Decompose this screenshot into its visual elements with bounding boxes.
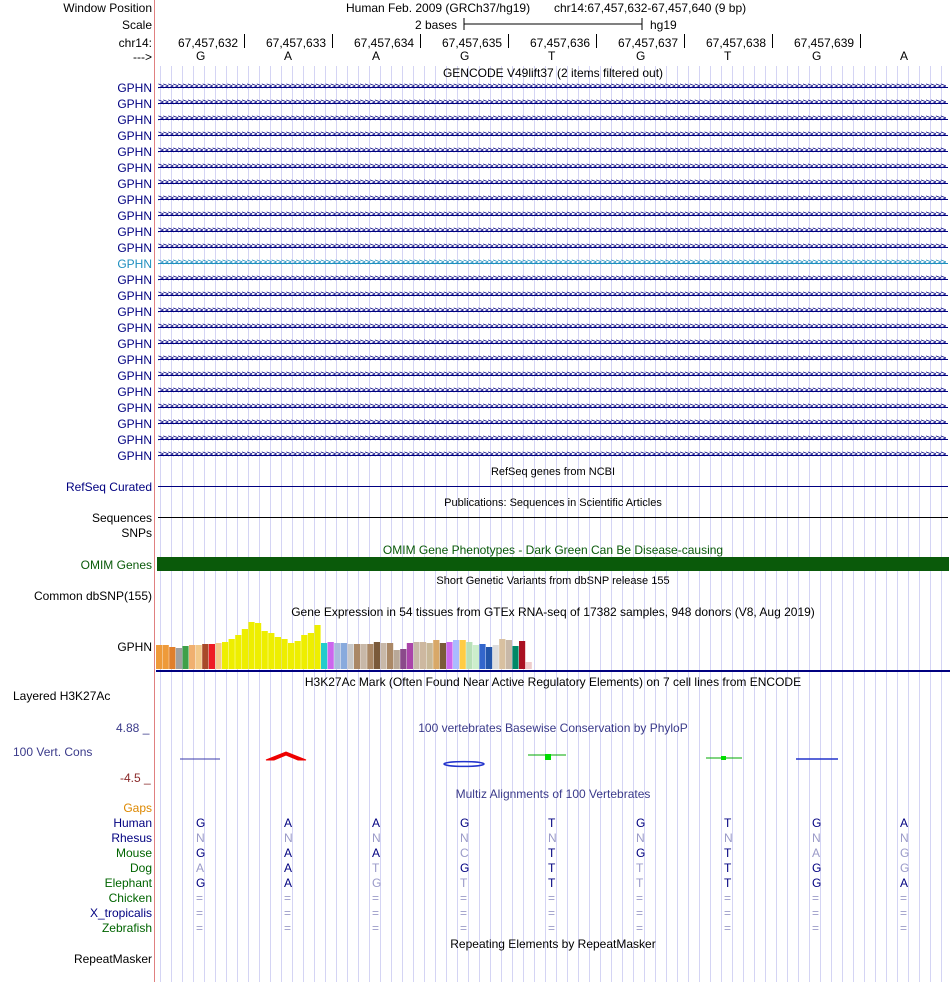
sequences-label[interactable]: Sequences (91, 511, 152, 525)
gtex-tissue-bar[interactable] (268, 633, 274, 669)
alignment-base: A (812, 846, 821, 860)
alignment-base: N (548, 831, 557, 845)
strand-arrows: >>>>>>>>>>>>>>>>>>>>>>>>>>>>>>>>>>>>>>>>>>>>>>>>>>>>>>>>>>>>>>>>>>>>>>>>>>>>>>>>>>>>>>>>>>>>>>>>>>>>>>>>>>>>>>>>>>>>>>>>>>>>>>>>>>>>>>>>>>>>>>>>>>>>>>>>>>>>>>>> (158, 417, 946, 428)
gtex-tissue-bar[interactable] (407, 643, 413, 669)
gtex-tissue-bar[interactable] (235, 635, 241, 669)
gtex-tissue-bar[interactable] (176, 648, 182, 669)
alignment-base: = (548, 891, 556, 905)
gencode-gene-label[interactable]: GPHN (117, 337, 152, 351)
reference-base: G (636, 49, 646, 63)
gencode-transcript-row[interactable] (0, 112, 950, 128)
alignment-base: = (372, 906, 380, 920)
gencode-transcript-row[interactable] (0, 400, 950, 416)
alignment-base: A (284, 876, 293, 890)
strand-arrows: >>>>>>>>>>>>>>>>>>>>>>>>>>>>>>>>>>>>>>>>>>>>>>>>>>>>>>>>>>>>>>>>>>>>>>>>>>>>>>>>>>>>>>>>>>>>>>>>>>>>>>>>>>>>>>>>>>>>>>>>>>>>>>>>>>>>>>>>>>>>>>>>>>>>>>>>>>>>>>>> (158, 353, 946, 364)
strand-arrows: >>>>>>>>>>>>>>>>>>>>>>>>>>>>>>>>>>>>>>>>>>>>>>>>>>>>>>>>>>>>>>>>>>>>>>>>>>>>>>>>>>>>>>>>>>>>>>>>>>>>>>>>>>>>>>>>>>>>>>>>>>>>>>>>>>>>>>>>>>>>>>>>>>>>>>>>>>>>>>>> (158, 225, 946, 236)
strand-arrows: >>>>>>>>>>>>>>>>>>>>>>>>>>>>>>>>>>>>>>>>>>>>>>>>>>>>>>>>>>>>>>>>>>>>>>>>>>>>>>>>>>>>>>>>>>>>>>>>>>>>>>>>>>>>>>>>>>>>>>>>>>>>>>>>>>>>>>>>>>>>>>>>>>>>>>>>>>>>>>>> (158, 81, 946, 92)
alignment-base: N (284, 831, 293, 845)
scale-label: Scale (121, 18, 152, 32)
gtex-tissue-bar[interactable] (222, 642, 228, 669)
alignment-base: T (724, 861, 732, 875)
gencode-gene-label[interactable]: GPHN (117, 273, 152, 287)
gencode-gene-label[interactable]: GPHN (117, 113, 152, 127)
gtex-tissue-bar[interactable] (169, 647, 175, 669)
gencode-gene-label[interactable]: GPHN (117, 177, 152, 191)
ruler-position: 67,457,637 (618, 36, 679, 50)
gtex-tissue-bar[interactable] (328, 642, 334, 669)
gencode-transcript-row[interactable] (0, 224, 950, 240)
gencode-gene-label[interactable]: GPHN (117, 193, 152, 207)
dbsnp-track-title: Short Genetic Variants from dbSNP release 155 (436, 575, 670, 587)
refseq-label[interactable]: RefSeq Curated (65, 480, 152, 494)
alignment-base: N (724, 831, 733, 845)
alignment-base: G (900, 861, 910, 875)
alignment-base: N (460, 831, 469, 845)
cons-max-label: 4.88 _ (116, 721, 150, 735)
alignment-base: A (900, 876, 909, 890)
strand-arrows: >>>>>>>>>>>>>>>>>>>>>>>>>>>>>>>>>>>>>>>>>>>>>>>>>>>>>>>>>>>>>>>>>>>>>>>>>>>>>>>>>>>>>>>>>>>>>>>>>>>>>>>>>>>>>>>>>>>>>>>>>>>>>>>>>>>>>>>>>>>>>>>>>>>>>>>>>>>>>>>> (158, 129, 946, 140)
gencode-gene-label[interactable]: GPHN (117, 145, 152, 159)
gtex-tissue-bar[interactable] (248, 622, 254, 669)
ruler-position: 67,457,639 (794, 36, 855, 50)
gtex-tissue-bar[interactable] (387, 643, 393, 669)
alignment-base: T (548, 876, 556, 890)
strand-arrows: >>>>>>>>>>>>>>>>>>>>>>>>>>>>>>>>>>>>>>>>>>>>>>>>>>>>>>>>>>>>>>>>>>>>>>>>>>>>>>>>>>>>>>>>>>>>>>>>>>>>>>>>>>>>>>>>>>>>>>>>>>>>>>>>>>>>>>>>>>>>>>>>>>>>>>>>>>>>>>>> (158, 433, 946, 444)
strand-arrows: >>>>>>>>>>>>>>>>>>>>>>>>>>>>>>>>>>>>>>>>>>>>>>>>>>>>>>>>>>>>>>>>>>>>>>>>>>>>>>>>>>>>>>>>>>>>>>>>>>>>>>>>>>>>>>>>>>>>>>>>>>>>>>>>>>>>>>>>>>>>>>>>>>>>>>>>>>>>>>>> (158, 145, 946, 156)
strand-label[interactable]: ---> (133, 50, 152, 64)
gtex-tissue-bar[interactable] (202, 644, 208, 669)
species-label[interactable]: X_tropicalis (89, 906, 152, 920)
gtex-tissue-bar[interactable] (479, 644, 485, 669)
gtex-tissue-bar[interactable] (262, 631, 268, 669)
gtex-tissue-bar[interactable] (427, 643, 433, 669)
ruler-position: 67,457,635 (442, 36, 503, 50)
alignment-base: G (460, 816, 470, 830)
gencode-transcript-row[interactable] (0, 240, 950, 256)
strand-arrows: >>>>>>>>>>>>>>>>>>>>>>>>>>>>>>>>>>>>>>>>>>>>>>>>>>>>>>>>>>>>>>>>>>>>>>>>>>>>>>>>>>>>>>>>>>>>>>>>>>>>>>>>>>>>>>>>>>>>>>>>>>>>>>>>>>>>>>>>>>>>>>>>>>>>>>>>>>>>>>>> (158, 305, 946, 316)
species-label[interactable]: Human (113, 816, 152, 830)
gtex-tissue-bar[interactable] (519, 641, 525, 669)
alignment-base: G (196, 876, 206, 890)
base-position-ruler (0, 34, 950, 50)
gencode-gene-label[interactable]: GPHN (117, 97, 152, 111)
gencode-transcript-row[interactable] (0, 384, 950, 400)
alignment-base: = (372, 921, 380, 935)
gencode-gene-label[interactable]: GPHN (117, 289, 152, 303)
gencode-gene-label[interactable]: GPHN (117, 321, 152, 335)
gencode-transcript-row[interactable] (0, 144, 950, 160)
gencode-gene-label[interactable]: GPHN (117, 257, 152, 271)
gtex-tissue-bar[interactable] (394, 650, 400, 669)
gencode-transcript-row[interactable] (0, 432, 950, 448)
gtex-tissue-bar[interactable] (229, 639, 235, 669)
ruler-tick (684, 34, 685, 48)
alignment-base: A (284, 861, 293, 875)
ruler-tick (860, 34, 861, 48)
gtex-tissue-bar[interactable] (512, 646, 518, 669)
alignment-base: = (636, 921, 644, 935)
gtex-tissue-bar[interactable] (196, 645, 202, 669)
gtex-tissue-bar[interactable] (281, 639, 287, 669)
alignment-base: = (636, 906, 644, 920)
alignment-base: T (636, 861, 644, 875)
h3k27ac-label[interactable]: Layered H3K27Ac (13, 689, 111, 703)
gencode-transcript-row[interactable] (0, 272, 950, 288)
gtex-tissue-bar[interactable] (413, 642, 419, 669)
gtex-tissue-bar[interactable] (361, 644, 367, 669)
gtex-tissue-bar[interactable] (466, 642, 472, 669)
gtex-tissue-bar[interactable] (156, 645, 162, 669)
gtex-tissue-bar[interactable] (433, 640, 439, 669)
gencode-transcript-row[interactable] (0, 176, 950, 192)
strand-arrows: >>>>>>>>>>>>>>>>>>>>>>>>>>>>>>>>>>>>>>>>>>>>>>>>>>>>>>>>>>>>>>>>>>>>>>>>>>>>>>>>>>>>>>>>>>>>>>>>>>>>>>>>>>>>>>>>>>>>>>>>>>>>>>>>>>>>>>>>>>>>>>>>>>>>>>>>>>>>>>>> (158, 257, 946, 268)
cons-label[interactable]: 100 Vert. Cons (13, 745, 93, 759)
alignment-base: T (548, 846, 556, 860)
gencode-transcript-row[interactable] (0, 288, 950, 304)
gtex-tissue-bar[interactable] (400, 649, 406, 669)
gtex-tissue-bar[interactable] (255, 623, 261, 669)
ruler-position: 67,457,632 (178, 36, 239, 50)
gencode-transcript-row[interactable] (0, 96, 950, 112)
alignment-base: T (636, 876, 644, 890)
gtex-tissue-bar[interactable] (347, 644, 353, 669)
alignment-base: = (372, 891, 380, 905)
repeatmasker-track-title: Repeating Elements by RepeatMasker (450, 937, 656, 951)
strand-arrows: >>>>>>>>>>>>>>>>>>>>>>>>>>>>>>>>>>>>>>>>>>>>>>>>>>>>>>>>>>>>>>>>>>>>>>>>>>>>>>>>>>>>>>>>>>>>>>>>>>>>>>>>>>>>>>>>>>>>>>>>>>>>>>>>>>>>>>>>>>>>>>>>>>>>>>>>>>>>>>>> (158, 273, 946, 284)
gtex-tissue-bar[interactable] (242, 629, 248, 669)
gencode-gene-label[interactable]: GPHN (117, 401, 152, 415)
gtex-tissue-bar[interactable] (453, 640, 459, 669)
alignment-base: G (900, 846, 910, 860)
gtex-tissue-bar[interactable] (446, 642, 452, 669)
dbsnp-label[interactable]: Common dbSNP(155) (33, 589, 152, 603)
species-label[interactable]: Rhesus (111, 831, 152, 845)
alignment-base: G (812, 861, 822, 875)
gtex-tissue-bar[interactable] (163, 645, 169, 669)
alignment-base: = (284, 921, 292, 935)
alignment-base: G (812, 876, 822, 890)
alignment-base: T (724, 816, 732, 830)
cons-wiggle-plot (156, 748, 950, 770)
gencode-transcript-row[interactable] (0, 416, 950, 432)
gtex-tissue-bar[interactable] (460, 640, 466, 669)
alignment-base: = (460, 906, 468, 920)
strand-arrows: >>>>>>>>>>>>>>>>>>>>>>>>>>>>>>>>>>>>>>>>>>>>>>>>>>>>>>>>>>>>>>>>>>>>>>>>>>>>>>>>>>>>>>>>>>>>>>>>>>>>>>>>>>>>>>>>>>>>>>>>>>>>>>>>>>>>>>>>>>>>>>>>>>>>>>>>>>>>>>>> (158, 385, 946, 396)
scale-db: hg19 (650, 18, 677, 32)
gencode-transcript-row[interactable] (0, 160, 950, 176)
reference-base: A (372, 49, 381, 63)
gtex-tissue-bar[interactable] (301, 635, 307, 669)
gencode-gene-label[interactable]: GPHN (117, 225, 152, 239)
gencode-gene-label[interactable]: GPHN (117, 129, 152, 143)
gencode-transcript-row[interactable] (0, 208, 950, 224)
alignment-base: G (636, 846, 646, 860)
alignment-base: G (196, 846, 206, 860)
refseq-track-title: RefSeq genes from NCBI (490, 466, 616, 478)
alignment-base: A (196, 861, 205, 875)
alignment-base: T (548, 816, 556, 830)
alignment-base: A (372, 816, 381, 830)
strand-arrows: >>>>>>>>>>>>>>>>>>>>>>>>>>>>>>>>>>>>>>>>>>>>>>>>>>>>>>>>>>>>>>>>>>>>>>>>>>>>>>>>>>>>>>>>>>>>>>>>>>>>>>>>>>>>>>>>>>>>>>>>>>>>>>>>>>>>>>>>>>>>>>>>>>>>>>>>>>>>>>>> (158, 209, 946, 220)
gencode-transcript-row[interactable] (0, 352, 950, 368)
omim-gene-bar[interactable] (157, 557, 949, 571)
gencode-gene-label[interactable]: GPHN (117, 353, 152, 367)
gtex-tissue-bar[interactable] (288, 643, 294, 669)
alignment-base: A (284, 816, 293, 830)
gtex-expression-chart[interactable] (156, 619, 556, 669)
alignment-base: T (460, 876, 468, 890)
alignment-base: A (900, 816, 909, 830)
reference-base: A (900, 49, 909, 63)
ruler-position: 67,457,633 (266, 36, 327, 50)
gtex-tissue-bar[interactable] (215, 643, 221, 669)
gencode-transcript-row[interactable] (0, 192, 950, 208)
reference-sequence (0, 49, 950, 63)
gencode-gene-label[interactable]: GPHN (117, 385, 152, 399)
gencode-gene-label[interactable]: GPHN (117, 81, 152, 95)
gtex-tissue-bar[interactable] (209, 644, 215, 669)
omim-track-title: OMIM Gene Phenotypes - Dark Green Can Be Disease-causing (382, 543, 724, 557)
gencode-gene-label[interactable]: GPHN (117, 417, 152, 431)
gtex-tissue-bar[interactable] (182, 646, 188, 669)
gencode-gene-label[interactable]: GPHN (117, 241, 152, 255)
ruler-tick (332, 34, 333, 48)
gencode-transcript-row[interactable] (0, 336, 950, 352)
publications-track-title: Publications: Sequences in Scientific Articles (444, 497, 662, 509)
gencode-gene-label[interactable]: GPHN (117, 209, 152, 223)
strand-arrows: >>>>>>>>>>>>>>>>>>>>>>>>>>>>>>>>>>>>>>>>>>>>>>>>>>>>>>>>>>>>>>>>>>>>>>>>>>>>>>>>>>>>>>>>>>>>>>>>>>>>>>>>>>>>>>>>>>>>>>>>>>>>>>>>>>>>>>>>>>>>>>>>>>>>>>>>>>>>>>>> (158, 401, 946, 412)
strand-arrows: >>>>>>>>>>>>>>>>>>>>>>>>>>>>>>>>>>>>>>>>>>>>>>>>>>>>>>>>>>>>>>>>>>>>>>>>>>>>>>>>>>>>>>>>>>>>>>>>>>>>>>>>>>>>>>>>>>>>>>>>>>>>>>>>>>>>>>>>>>>>>>>>>>>>>>>>>>>>>>>> (158, 113, 946, 124)
alignment-base: = (196, 921, 204, 935)
alignment-base: = (724, 891, 732, 905)
alignment-base: T (724, 876, 732, 890)
reference-base: T (548, 49, 556, 63)
alignment-base: G (636, 816, 646, 830)
reference-base: G (196, 49, 206, 63)
ruler-tick (244, 34, 245, 48)
h3k27ac-track-title: H3K27Ac Mark (Often Found Near Active Regulatory Elements) on 7 cell lines from ENCODE (304, 675, 802, 689)
gencode-gene-label[interactable]: GPHN (117, 449, 152, 463)
species-label[interactable]: Chicken (108, 891, 152, 905)
species-label[interactable]: Zebrafish (101, 921, 152, 935)
alignment-base: A (372, 846, 381, 860)
gencode-gene-label[interactable]: GPHN (117, 305, 152, 319)
alignment-base: G (460, 861, 470, 875)
gtex-tissue-bar[interactable] (314, 625, 320, 669)
gtex-tissue-bar[interactable] (354, 644, 360, 669)
repeatmasker-label[interactable]: RepeatMasker (73, 952, 152, 966)
gtex-tissue-bar[interactable] (473, 645, 479, 669)
window-position-label: Window Position (63, 1, 152, 15)
alignment-base: = (812, 891, 820, 905)
gencode-transcript-row[interactable] (0, 80, 950, 96)
alignment-base: = (460, 921, 468, 935)
ruler-position: 67,457,638 (706, 36, 767, 50)
alignment-base: = (548, 906, 556, 920)
alignment-base: = (900, 891, 908, 905)
alignment-base: C (460, 846, 469, 860)
alignment-base: = (548, 921, 556, 935)
alignment-base: = (284, 891, 292, 905)
species-label[interactable]: Dog (129, 861, 152, 875)
alignment-base: = (724, 906, 732, 920)
scale-bases: 2 bases (415, 18, 458, 32)
gtex-tissue-bar[interactable] (526, 662, 532, 669)
omim-label[interactable]: OMIM Genes (80, 558, 152, 572)
strand-arrows: >>>>>>>>>>>>>>>>>>>>>>>>>>>>>>>>>>>>>>>>>>>>>>>>>>>>>>>>>>>>>>>>>>>>>>>>>>>>>>>>>>>>>>>>>>>>>>>>>>>>>>>>>>>>>>>>>>>>>>>>>>>>>>>>>>>>>>>>>>>>>>>>>>>>>>>>>>>>>>>> (158, 177, 946, 188)
gencode-track-title: GENCODE V49lift37 (2 items filtered out) (442, 66, 664, 80)
reference-base: A (284, 49, 293, 63)
strand-arrows: >>>>>>>>>>>>>>>>>>>>>>>>>>>>>>>>>>>>>>>>>>>>>>>>>>>>>>>>>>>>>>>>>>>>>>>>>>>>>>>>>>>>>>>>>>>>>>>>>>>>>>>>>>>>>>>>>>>>>>>>>>>>>>>>>>>>>>>>>>>>>>>>>>>>>>>>>>>>>>>> (158, 241, 946, 252)
gtex-tissue-bar[interactable] (380, 643, 386, 669)
gencode-transcript-row[interactable] (0, 128, 950, 144)
gtex-tissue-bar[interactable] (506, 640, 512, 669)
reference-base: G (460, 49, 470, 63)
ruler-position: 67,457,634 (354, 36, 415, 50)
gtex-tissue-bar[interactable] (486, 647, 492, 669)
alignment-base: T (372, 861, 380, 875)
alignment-base: = (724, 921, 732, 935)
alignment-base: = (636, 891, 644, 905)
gencode-transcript-row[interactable] (0, 368, 950, 384)
ruler-tick (420, 34, 421, 48)
gtex-tissue-bar[interactable] (420, 642, 426, 669)
alignment-base: A (284, 846, 293, 860)
gtex-tissue-bar[interactable] (493, 645, 499, 669)
species-label[interactable]: Elephant (104, 876, 152, 890)
assembly-name: Human Feb. 2009 (GRCh37/hg19) (346, 1, 531, 15)
strand-arrows: >>>>>>>>>>>>>>>>>>>>>>>>>>>>>>>>>>>>>>>>>>>>>>>>>>>>>>>>>>>>>>>>>>>>>>>>>>>>>>>>>>>>>>>>>>>>>>>>>>>>>>>>>>>>>>>>>>>>>>>>>>>>>>>>>>>>>>>>>>>>>>>>>>>>>>>>>>>>>>>> (158, 289, 946, 300)
cons-track-title: 100 vertebrates Basewise Conservation by PhyloP (418, 721, 688, 735)
reference-base: G (812, 49, 822, 63)
strand-arrows: >>>>>>>>>>>>>>>>>>>>>>>>>>>>>>>>>>>>>>>>>>>>>>>>>>>>>>>>>>>>>>>>>>>>>>>>>>>>>>>>>>>>>>>>>>>>>>>>>>>>>>>>>>>>>>>>>>>>>>>>>>>>>>>>>>>>>>>>>>>>>>>>>>>>>>>>>>>>>>>> (158, 369, 946, 380)
species-label[interactable]: Mouse (115, 846, 152, 860)
ruler-tick (596, 34, 597, 48)
reference-base: T (724, 49, 732, 63)
gencode-transcript-row[interactable] (0, 320, 950, 336)
ruler-position: 67,457,636 (530, 36, 591, 50)
gtex-tissue-bar[interactable] (334, 643, 340, 669)
alignment-base: = (812, 921, 820, 935)
alignment-base: = (812, 906, 820, 920)
gencode-gene-label[interactable]: GPHN (117, 433, 152, 447)
gencode-transcript-row[interactable] (0, 256, 950, 272)
strand-arrows: >>>>>>>>>>>>>>>>>>>>>>>>>>>>>>>>>>>>>>>>>>>>>>>>>>>>>>>>>>>>>>>>>>>>>>>>>>>>>>>>>>>>>>>>>>>>>>>>>>>>>>>>>>>>>>>>>>>>>>>>>>>>>>>>>>>>>>>>>>>>>>>>>>>>>>>>>>>>>>>> (158, 161, 946, 172)
gaps-label[interactable]: Gaps (123, 801, 152, 815)
alignment-base: = (900, 906, 908, 920)
gtex-tissue-bar[interactable] (341, 643, 347, 669)
alignment-base: G (196, 816, 206, 830)
gtex-separator (156, 670, 950, 672)
region-position[interactable]: chr14:67,457,632-67,457,640 (9 bp) (554, 1, 747, 15)
gtex-track-title: Gene Expression in 54 tissues from GTEx RNA-seq of 17382 samples, 948 donors (V8, Aug 2019) (291, 605, 815, 619)
gencode-transcript-row[interactable] (0, 448, 950, 464)
gtex-tissue-bar[interactable] (275, 637, 281, 669)
alignment-base: T (548, 861, 556, 875)
gtex-tissue-bar[interactable] (440, 643, 446, 669)
strand-arrows: >>>>>>>>>>>>>>>>>>>>>>>>>>>>>>>>>>>>>>>>>>>>>>>>>>>>>>>>>>>>>>>>>>>>>>>>>>>>>>>>>>>>>>>>>>>>>>>>>>>>>>>>>>>>>>>>>>>>>>>>>>>>>>>>>>>>>>>>>>>>>>>>>>>>>>>>>>>>>>>> (158, 193, 946, 204)
multiz-alignment (0, 816, 950, 936)
gtex-tissue-bar[interactable] (367, 644, 373, 669)
strand-arrows: >>>>>>>>>>>>>>>>>>>>>>>>>>>>>>>>>>>>>>>>>>>>>>>>>>>>>>>>>>>>>>>>>>>>>>>>>>>>>>>>>>>>>>>>>>>>>>>>>>>>>>>>>>>>>>>>>>>>>>>>>>>>>>>>>>>>>>>>>>>>>>>>>>>>>>>>>>>>>>>> (158, 449, 946, 460)
strand-arrows: >>>>>>>>>>>>>>>>>>>>>>>>>>>>>>>>>>>>>>>>>>>>>>>>>>>>>>>>>>>>>>>>>>>>>>>>>>>>>>>>>>>>>>>>>>>>>>>>>>>>>>>>>>>>>>>>>>>>>>>>>>>>>>>>>>>>>>>>>>>>>>>>>>>>>>>>>>>>>>>> (158, 337, 946, 348)
gtex-tissue-bar[interactable] (321, 643, 327, 669)
alignment-base: = (196, 891, 204, 905)
gencode-track (0, 80, 950, 464)
alignment-base: N (900, 831, 909, 845)
gtex-tissue-bar[interactable] (499, 639, 505, 669)
alignment-base: G (372, 876, 382, 890)
gtex-tissue-bar[interactable] (295, 641, 301, 669)
cons-min-label: -4.5 _ (120, 771, 151, 785)
ruler-tick (508, 34, 509, 48)
alignment-base: = (196, 906, 204, 920)
multiz-track-title: Multiz Alignments of 100 Vertebrates (455, 787, 651, 801)
gtex-tissue-bar[interactable] (189, 645, 195, 669)
gtex-tissue-bar[interactable] (374, 642, 380, 669)
alignment-base: T (724, 846, 732, 860)
gencode-transcript-row[interactable] (0, 304, 950, 320)
refseq-track-line (158, 486, 948, 487)
alignment-base: N (196, 831, 205, 845)
sequences-track-line (158, 517, 948, 518)
ruler-tick (772, 34, 773, 48)
alignment-base: = (900, 921, 908, 935)
strand-arrows: >>>>>>>>>>>>>>>>>>>>>>>>>>>>>>>>>>>>>>>>>>>>>>>>>>>>>>>>>>>>>>>>>>>>>>>>>>>>>>>>>>>>>>>>>>>>>>>>>>>>>>>>>>>>>>>>>>>>>>>>>>>>>>>>>>>>>>>>>>>>>>>>>>>>>>>>>>>>>>>> (158, 97, 946, 108)
alignment-base: N (372, 831, 381, 845)
alignment-base: N (636, 831, 645, 845)
alignment-base: G (812, 816, 822, 830)
alignment-base: = (460, 891, 468, 905)
gtex-gene-label[interactable]: GPHN (117, 640, 152, 654)
gencode-gene-label[interactable]: GPHN (117, 369, 152, 383)
strand-arrows: >>>>>>>>>>>>>>>>>>>>>>>>>>>>>>>>>>>>>>>>>>>>>>>>>>>>>>>>>>>>>>>>>>>>>>>>>>>>>>>>>>>>>>>>>>>>>>>>>>>>>>>>>>>>>>>>>>>>>>>>>>>>>>>>>>>>>>>>>>>>>>>>>>>>>>>>>>>>>>>> (158, 321, 946, 332)
gencode-gene-label[interactable]: GPHN (117, 161, 152, 175)
gtex-tissue-bar[interactable] (308, 633, 314, 669)
scale-bar (462, 17, 646, 31)
alignment-base: = (284, 906, 292, 920)
snps-label[interactable]: SNPs (121, 526, 152, 540)
alignment-base: N (812, 831, 821, 845)
ruler-label: chr14: (118, 36, 152, 50)
